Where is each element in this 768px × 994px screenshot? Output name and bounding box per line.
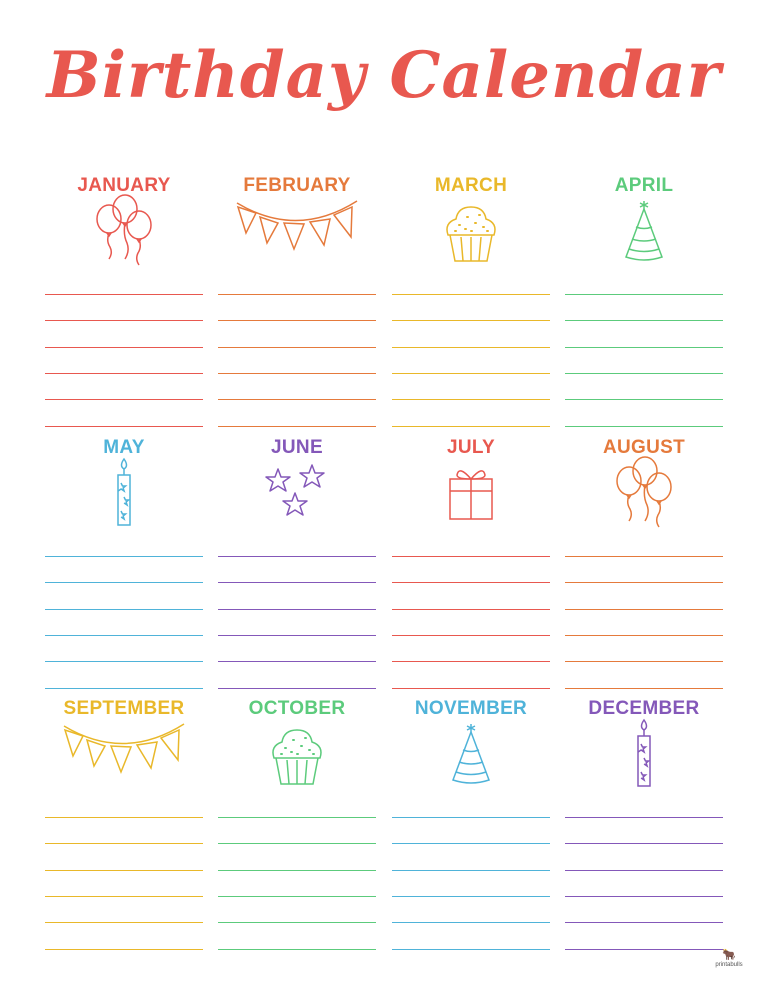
write-line [392, 896, 550, 897]
write-line [565, 922, 723, 923]
month-block-april [565, 175, 723, 435]
write-line [565, 661, 723, 662]
write-line [565, 399, 723, 400]
write-line [565, 688, 723, 689]
write-line [218, 320, 376, 321]
month-name: FEBRUARY [243, 175, 351, 196]
month-name: MARCH [434, 175, 508, 196]
month-block-august [565, 437, 723, 697]
write-line [392, 843, 550, 844]
write-line [392, 635, 550, 636]
write-line [565, 949, 723, 950]
month-block-october [218, 698, 376, 958]
gift-icon [392, 463, 550, 543]
stars-icon [218, 461, 376, 541]
printabulls-logo-icon: 🐂 [722, 949, 736, 961]
month-name: NOVEMBER [414, 698, 528, 719]
month-block-september [45, 698, 203, 958]
write-line [45, 949, 203, 950]
write-line [45, 373, 203, 374]
write-line [45, 426, 203, 427]
write-line [392, 373, 550, 374]
write-line [565, 635, 723, 636]
candle-icon [45, 457, 203, 537]
write-line [565, 347, 723, 348]
write-line [392, 949, 550, 950]
balloons-icon [45, 193, 203, 273]
logo-text: printabulls [715, 962, 743, 968]
write-line [392, 426, 550, 427]
write-line [218, 609, 376, 610]
write-line [392, 347, 550, 348]
brand-logo [705, 948, 753, 978]
month-name: MAY [103, 437, 145, 458]
write-line [218, 949, 376, 950]
balloons-icon [565, 455, 723, 535]
month-name: DECEMBER [588, 698, 700, 719]
write-line [565, 294, 723, 295]
month-block-february [218, 175, 376, 435]
write-line [45, 688, 203, 689]
write-line [45, 320, 203, 321]
month-name: JANUARY [77, 175, 171, 196]
month-block-november [392, 698, 550, 958]
month-block-july [392, 437, 550, 697]
write-line [565, 426, 723, 427]
write-line [45, 609, 203, 610]
month-name: JUNE [271, 437, 323, 458]
write-line [218, 399, 376, 400]
write-line [45, 347, 203, 348]
write-line [392, 320, 550, 321]
party-hat-icon [565, 199, 723, 279]
candle-icon [565, 718, 723, 798]
month-name: APRIL [614, 175, 674, 196]
write-line [45, 843, 203, 844]
write-line [565, 373, 723, 374]
write-line [392, 399, 550, 400]
write-line [392, 922, 550, 923]
write-line [218, 582, 376, 583]
month-name: OCTOBER [248, 698, 346, 719]
write-line [565, 896, 723, 897]
write-line [392, 870, 550, 871]
page-title: Birthday Calendar [46, 38, 722, 113]
write-line [392, 582, 550, 583]
write-line [565, 817, 723, 818]
write-line [218, 426, 376, 427]
month-name: JULY [446, 437, 496, 458]
write-line [218, 870, 376, 871]
write-line [392, 688, 550, 689]
write-line [565, 320, 723, 321]
month-name: AUGUST [602, 437, 686, 458]
write-line [45, 870, 203, 871]
write-line [45, 661, 203, 662]
write-line [565, 556, 723, 557]
write-line [565, 843, 723, 844]
write-line [218, 843, 376, 844]
write-line [218, 556, 376, 557]
write-line [392, 609, 550, 610]
write-line [218, 922, 376, 923]
write-line [218, 635, 376, 636]
write-line [565, 609, 723, 610]
write-line [565, 582, 723, 583]
write-line [218, 661, 376, 662]
write-line [218, 294, 376, 295]
cupcake-icon [218, 724, 376, 804]
write-line [45, 556, 203, 557]
write-line [45, 922, 203, 923]
write-line [218, 817, 376, 818]
write-line [218, 688, 376, 689]
write-line [218, 896, 376, 897]
write-line [45, 817, 203, 818]
bunting-icon [45, 720, 203, 800]
write-line [45, 582, 203, 583]
month-block-january [45, 175, 203, 435]
write-line [45, 294, 203, 295]
bunting-icon [218, 197, 376, 277]
month-block-march [392, 175, 550, 435]
write-line [392, 661, 550, 662]
write-line [565, 870, 723, 871]
month-block-june [218, 437, 376, 697]
write-line [392, 556, 550, 557]
party-hat-icon [392, 722, 550, 802]
write-line [218, 347, 376, 348]
write-line [218, 373, 376, 374]
write-line [45, 399, 203, 400]
cupcake-icon [392, 201, 550, 281]
write-line [392, 817, 550, 818]
write-line [45, 635, 203, 636]
write-line [392, 294, 550, 295]
month-block-december [565, 698, 723, 958]
month-name: SEPTEMBER [63, 698, 185, 719]
write-line [45, 896, 203, 897]
month-block-may [45, 437, 203, 697]
